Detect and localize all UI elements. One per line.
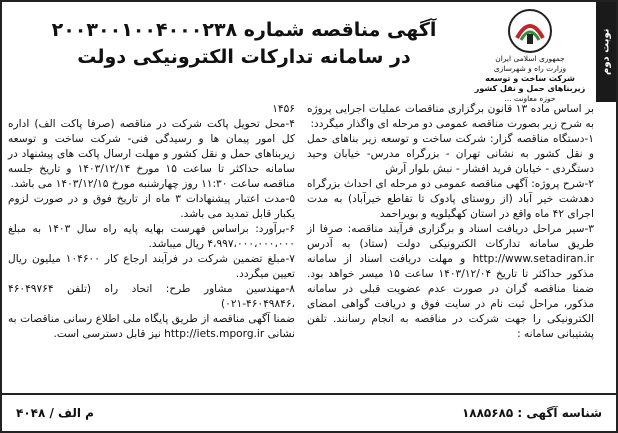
support-phone-number: ۱۴۵۶ <box>272 103 295 115</box>
body-paragraph: ۶-برآورد: براساس فهرست بهایه پایه راه سال ۱۴۰۳ به مبلغ ۴،۹۹۷،۰۰۰،۰۰۰،۰۰۰ ریال میباشد. <box>8 223 295 250</box>
notice-body <box>8 102 594 382</box>
reference-number: م الف / ۴۰۴۸ <box>16 406 94 420</box>
body-paragraph: ۵-مدت اعتبار پیشنهادات ۳ ماه از تاریخ فوق و در صورت لزوم یکبار قابل تمدید می باشد. <box>8 193 296 220</box>
ad-id: شناسه آگهی : ۱۸۸۵۶۸۵ <box>461 406 602 420</box>
notice-headline <box>32 16 456 70</box>
body-paragraph: ۲-شرح پروژه: آگهی مناقصه عمومی دو مرحله ای احداث بزرگراه دهدشت خیر آباد (از روستای پادوک تا تقاطع خیرآباد) به مدت اجرای ۴۲ ماه واقع در استان کهگیلویه و بویراحمد <box>307 178 594 220</box>
body-paragraph: ۷-مبلغ تضمین شرکت در فرآیند ارجاع کار ۱۰۴۶۰۰ میلیون ریال تعیین میگردد. <box>8 253 295 280</box>
body-paragraph: ۸-مهندسین مشاور طرح: اتحاد راه (تلفن ۴۶۰۴۹۷۶۴ ،۴۶۰۴۹۸۴۶-۰۲۱) <box>8 283 295 310</box>
headline-line-2: در سامانه تدارکات الکترونیکی دولت <box>77 46 411 68</box>
body-paragraph: ۱-دستگاه مناقصه گزار: شرکت ساخت و توسعه زیر بناهای حمل و نقل کشور به نشانی تهران - بزرگراه مدرس- خیابان وحید دستگردی - خیابان فرید افشار - نبش بلوار آرش <box>307 133 594 175</box>
org-line-4: حوزه معاونت ... <box>504 94 556 103</box>
notice-round-tab: نوبت دوم <box>596 2 616 102</box>
org-line-1: جمهوری اسلامی ایران <box>495 54 565 63</box>
body-left-column <box>8 102 295 382</box>
org-header <box>470 8 590 104</box>
org-logo-icon <box>507 8 553 54</box>
body-paragraph: ۳-سیر مراحل دریافت اسناد و برگزاری فرآیند مناقصه: صرفا از طریق سامانه تدارکات الکترونیکی دولت (ستاد) به آدرس http://www.setadiran.ir و مهلت دریافت اسناد از سامانه مذکور حداکثر تا تاریخ ۱۴۰۳/۱۲/۰۴ ساعت ۱۵ میسر خواهد بود. ضمنا مناقصه گران در صورت عدم عضویت قبلی در سامانه مذکور، مراحل ثبت نام در سایت فوق و دریافت گواهی امضای الکترونیکی را جهت شرکت در مناقصه به انجام رسانند. تلفن پشتیبانی سامانه : <box>307 223 594 340</box>
body-right-column <box>307 102 594 382</box>
body-paragraph: ضمنا آگهی مناقصه از طریق پایگاه ملی اطلاع رسانی مناقصات به نشانی http://iets.mporg.ir نیز قابل دسترسی است. <box>8 313 295 340</box>
org-line-2: وزارت راه و شهرسازی <box>493 64 567 73</box>
body-paragraph: بر اساس ماده ۱۳ قانون برگزاری مناقصات عملیات اجرایی پروژه به شرح زیر بصورت مناقصه عمومی دو مرحله ای واگذار میگردد: <box>307 103 594 130</box>
notice-footer <box>2 393 616 431</box>
org-line-3: شرکت ساخت و توسعه زیربناهای حمل و نقل کشور <box>474 74 586 93</box>
body-paragraph: ۴-محل تحویل پاکت شرکت در مناقصه (صرفا پاکت الف) اداره کل امور پیمان ها و رسیدگی فنی- شرکت ساخت و توسعه زیربناهای حمل و نقل کشور و مهلت ارسال پاکت های پیشنهاد در سامانه حداکثر تا ساعت ۱۵ مورخ ۱۴۰۳/۱۲/۱۴ و تاریخ جلسه مناقصه ساعت ۱۱:۳۰ روز چهارشنبه مورخ ۱۴۰۳/۱۲/۱۵ می باشد. <box>8 118 295 190</box>
headline-line-1: آگهی مناقصه شماره ۲۰۰۳۰۰۱۰۰۴۰۰۰۲۳۸ <box>51 19 437 41</box>
